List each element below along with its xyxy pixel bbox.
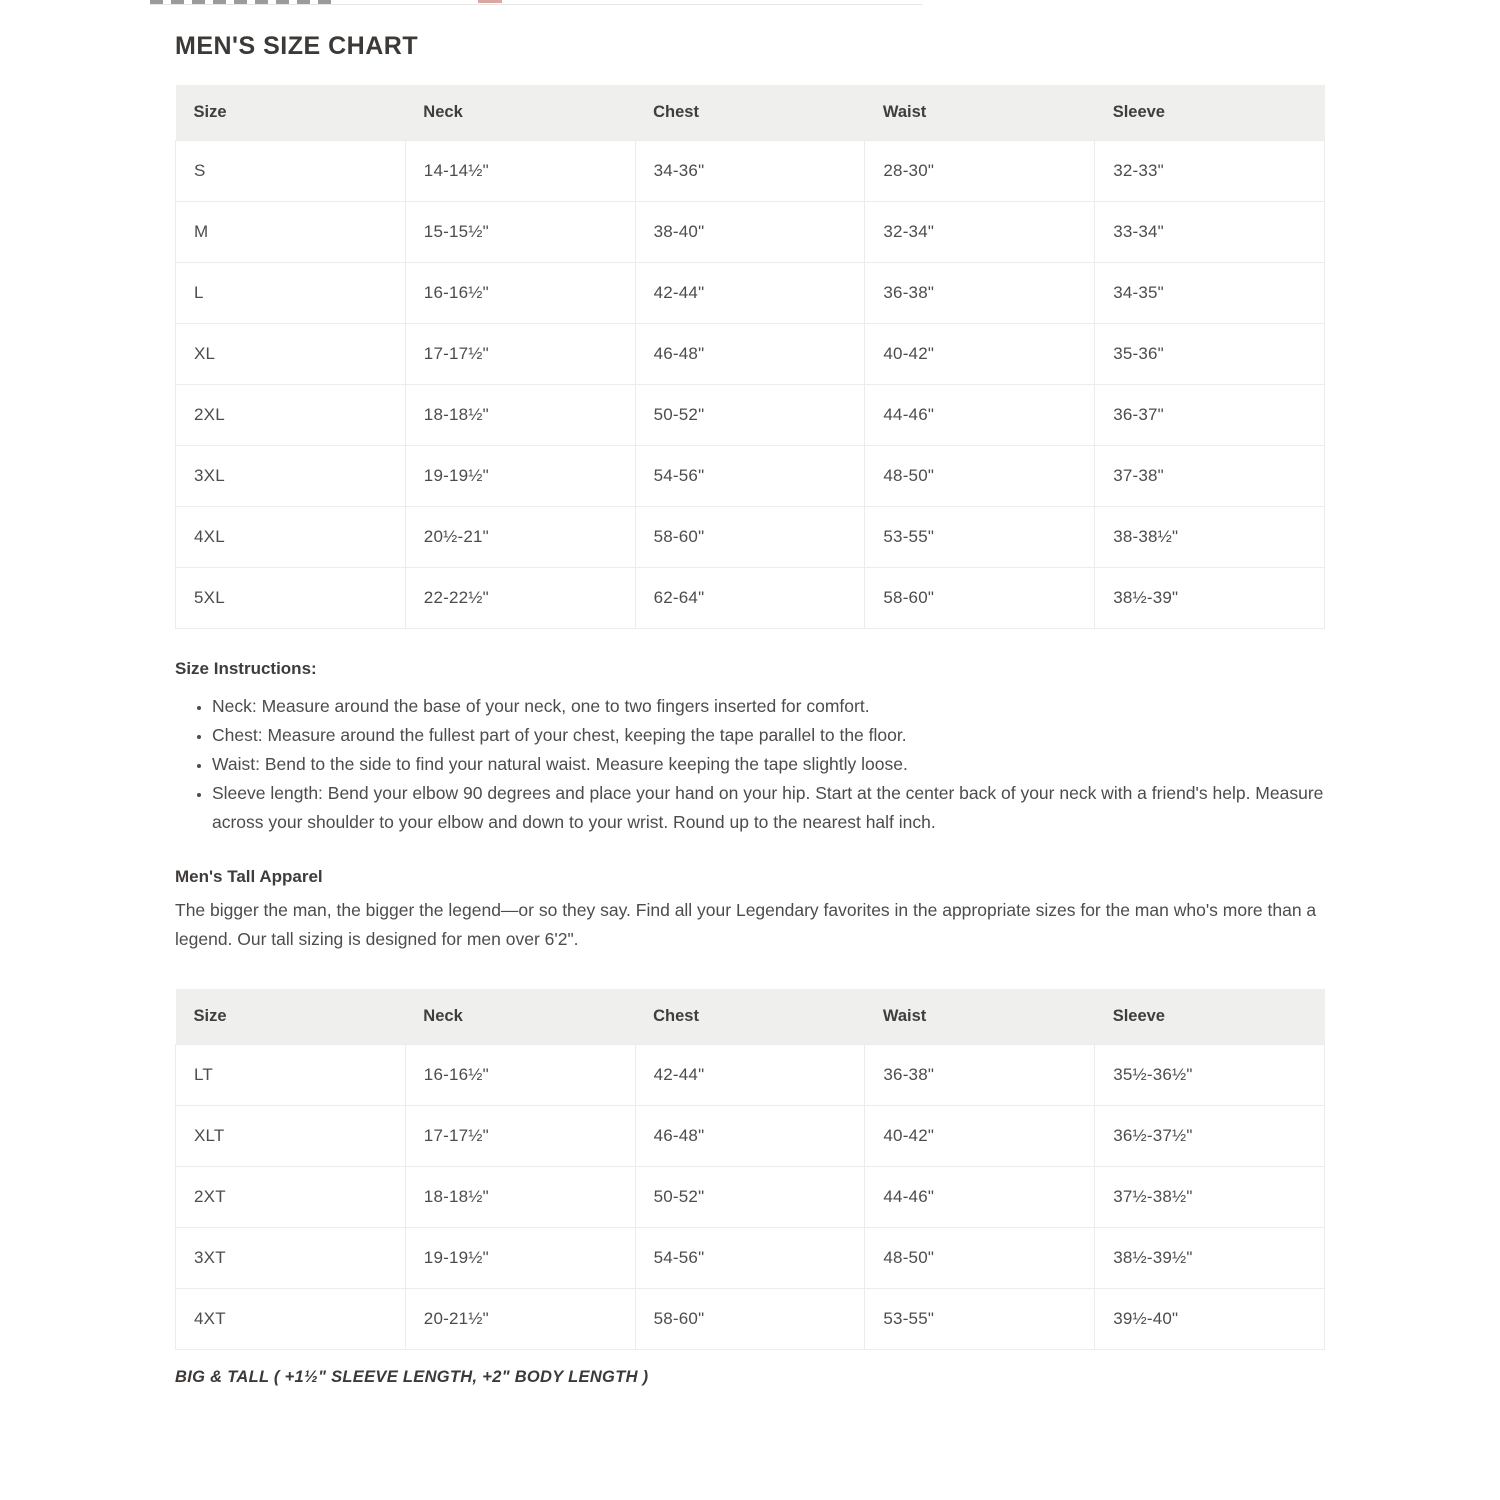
measurement-cell: 48-50" [865, 446, 1095, 507]
measurement-cell: 58-60" [865, 568, 1095, 629]
measurement-cell: 20½-21" [405, 507, 635, 568]
column-header-sleeve: Sleeve [1095, 989, 1325, 1045]
table-row [176, 446, 1325, 507]
size-chart-page [175, 0, 1325, 1387]
size-cell: XL [176, 324, 406, 385]
measurement-cell: 38-38½" [1095, 507, 1325, 568]
column-header-neck: Neck [405, 85, 635, 141]
measurement-cell: 35½-36½" [1095, 1045, 1325, 1106]
table-row [176, 141, 1325, 202]
measurement-cell: 44-46" [865, 385, 1095, 446]
size-cell: 3XL [176, 446, 406, 507]
column-header-waist: Waist [865, 85, 1095, 141]
measurement-cell: 40-42" [865, 1106, 1095, 1167]
measurement-cell: 14-14½" [405, 141, 635, 202]
table-header-row [176, 85, 1325, 141]
instruction-item: • Sleeve length: Bend your elbow 90 degrees and place your hand on your hip. Start at the center back of your neck with a friend's help. Measure across your shoulder to your elbow and down to your wrist. Round up to the nearest half inch. [212, 779, 1325, 837]
measurement-cell: 36-38" [865, 263, 1095, 324]
measurement-cell: 53-55" [865, 507, 1095, 568]
measurement-cell: 17-17½" [405, 1106, 635, 1167]
mens-tall-size-chart-table [175, 989, 1325, 1350]
table-row [176, 1289, 1325, 1350]
table-row [176, 263, 1325, 324]
measurement-cell: 48-50" [865, 1228, 1095, 1289]
measurement-cell: 38½-39" [1095, 568, 1325, 629]
measurement-cell: 16-16½" [405, 263, 635, 324]
measurement-cell: 36-38" [865, 1045, 1095, 1106]
table-row [176, 202, 1325, 263]
tall-apparel-heading: Men's Tall Apparel [175, 867, 323, 886]
table-row [176, 1045, 1325, 1106]
size-instructions-list [175, 692, 1325, 837]
measurement-cell: 19-19½" [405, 1228, 635, 1289]
measurement-cell: 37½-38½" [1095, 1167, 1325, 1228]
measurement-cell: 15-15½" [405, 202, 635, 263]
measurement-cell: 17-17½" [405, 324, 635, 385]
size-cell: XLT [176, 1106, 406, 1167]
measurement-cell: 34-35" [1095, 263, 1325, 324]
measurement-cell: 53-55" [865, 1289, 1095, 1350]
table-header-row [176, 989, 1325, 1045]
measurement-cell: 18-18½" [405, 1167, 635, 1228]
tall-apparel-paragraph: The bigger the man, the bigger the legend—or so they say. Find all your Legendary favorites in the appropriate sizes for the man who's more than a legend. Our tall sizing is designed for men over 6'2". [175, 900, 1317, 949]
tall-size-chart-section [175, 989, 1325, 1350]
measurement-cell: 16-16½" [405, 1045, 635, 1106]
measurement-cell: 46-48" [635, 1106, 865, 1167]
column-header-waist: Waist [865, 989, 1095, 1045]
measurement-cell: 42-44" [635, 263, 865, 324]
measurement-cell: 22-22½" [405, 568, 635, 629]
measurement-cell: 50-52" [635, 385, 865, 446]
measurement-cell: 18-18½" [405, 385, 635, 446]
big-and-tall-note: BIG & TALL ( +1½" SLEEVE LENGTH, +2" BODY LENGTH ) [175, 1368, 649, 1386]
measurement-cell: 46-48" [635, 324, 865, 385]
measurement-cell: 33-34" [1095, 202, 1325, 263]
instruction-item: • Waist: Bend to the side to find your natural waist. Measure keeping the tape slightly loose. [212, 750, 1325, 779]
column-header-chest: Chest [635, 989, 865, 1045]
size-cell: L [176, 263, 406, 324]
measurement-cell: 39½-40" [1095, 1289, 1325, 1350]
measurement-cell: 40-42" [865, 324, 1095, 385]
instruction-item: • Neck: Measure around the base of your neck, one to two fingers inserted for comfort. [212, 692, 1325, 721]
column-header-neck: Neck [405, 989, 635, 1045]
column-header-chest: Chest [635, 85, 865, 141]
measurement-cell: 54-56" [635, 1228, 865, 1289]
measurement-cell: 35-36" [1095, 324, 1325, 385]
table-row [176, 1106, 1325, 1167]
measurement-cell: 62-64" [635, 568, 865, 629]
measurement-cell: 36-37" [1095, 385, 1325, 446]
size-cell: 2XT [176, 1167, 406, 1228]
size-instructions-heading: Size Instructions: [175, 659, 317, 678]
column-header-sleeve: Sleeve [1095, 85, 1325, 141]
measurement-cell: 44-46" [865, 1167, 1095, 1228]
measurement-cell: 28-30" [865, 141, 1095, 202]
size-cell: 3XT [176, 1228, 406, 1289]
measurement-cell: 42-44" [635, 1045, 865, 1106]
size-cell: 4XL [176, 507, 406, 568]
measurement-cell: 36½-37½" [1095, 1106, 1325, 1167]
page-title: MEN'S SIZE CHART [175, 32, 419, 60]
measurement-cell: 58-60" [635, 507, 865, 568]
table-row [176, 1228, 1325, 1289]
measurement-cell: 20-21½" [405, 1289, 635, 1350]
instruction-item: • Chest: Measure around the fullest part of your chest, keeping the tape parallel to the floor. [212, 721, 1325, 750]
table-row [176, 385, 1325, 446]
table-row [176, 1167, 1325, 1228]
column-header-size: Size [176, 989, 406, 1045]
size-cell: 4XT [176, 1289, 406, 1350]
measurement-cell: 34-36" [635, 141, 865, 202]
measurement-cell: 58-60" [635, 1289, 865, 1350]
measurement-cell: 32-33" [1095, 141, 1325, 202]
measurement-cell: 38½-39½" [1095, 1228, 1325, 1289]
size-cell: S [176, 141, 406, 202]
table-row [176, 324, 1325, 385]
size-cell: LT [176, 1045, 406, 1106]
column-header-size: Size [176, 85, 406, 141]
measurement-cell: 19-19½" [405, 446, 635, 507]
measurement-cell: 54-56" [635, 446, 865, 507]
table-row [176, 568, 1325, 629]
mens-size-chart-table [175, 85, 1325, 629]
size-cell: 5XL [176, 568, 406, 629]
measurement-cell: 37-38" [1095, 446, 1325, 507]
size-cell: M [176, 202, 406, 263]
measurement-cell: 50-52" [635, 1167, 865, 1228]
measurement-cell: 32-34" [865, 202, 1095, 263]
table-row [176, 507, 1325, 568]
size-cell: 2XL [176, 385, 406, 446]
measurement-cell: 38-40" [635, 202, 865, 263]
